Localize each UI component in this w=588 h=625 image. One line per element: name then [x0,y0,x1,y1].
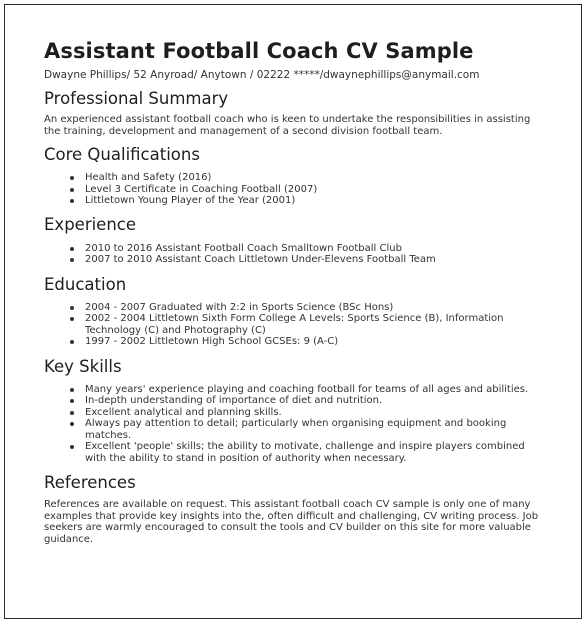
list-item [85,254,549,266]
list-item-text: 2004 - 2007 Graduated with 2:2 in Sports Science (BSc Hons) [85,301,394,313]
bullet-icon [70,188,74,192]
list-item [85,395,549,407]
core-qualifications-section [44,145,549,207]
bullet-icon [70,411,74,415]
list-item-text: In-depth understanding of importance of diet and nutrition. [85,395,383,406]
list-item-text: Health and Safety (2016) [85,172,212,183]
bullet-icon [70,306,74,310]
list-item [85,384,549,396]
section-heading-professional-summary: Professional Summary [44,89,229,108]
list-item [85,441,549,464]
list-item [85,172,549,184]
bullet-icon [70,445,74,449]
list-item-text: 2007 to 2010 Assistant Coach Littletown Under-Elevens Football Team [85,254,436,265]
list-item [85,313,549,336]
section-heading-key-skills: Key Skills [44,356,122,376]
references-text: References are available on request. This assistant football coach CV sample is only one of many examples that provide key insights into the, often difficult and challenging, CV writing process. Job seekers are warmly encouraged to consult the tools and CV builder on this site for more valuable guidance. [44,499,539,545]
section-heading-references: References [44,473,136,492]
list-item-text: Level 3 Certificate in Coaching Football (2007) [85,183,318,195]
qualifications-list [44,172,549,207]
list-item [85,243,549,255]
list-item-text: 2002 - 2004 Littletown Sixth Form College A Levels: Sports Science (B), Information Technology (C) and Photography (C) [85,313,504,336]
key-skills-section [44,357,549,465]
list-item-text: Excellent analytical and planning skills. [85,406,282,418]
bullet-icon [70,422,74,426]
section-heading-education: Education [44,274,127,294]
bullet-icon [70,247,74,251]
references-section [44,473,549,545]
bullet-icon [70,399,74,403]
contact-details: Dwayne Phillips/ 52 Anyroad/ Anytown / 02222 *****/dwaynephillips@anymail.com [44,69,480,81]
bullet-icon [70,340,74,344]
education-list [44,302,549,348]
list-item-text: 1997 - 2002 Littletown High School GCSEs: 9 (A-C) [85,336,339,347]
list-item-text: Many years' experience playing and coaching football for teams of all ages and abilities. [85,383,529,395]
list-item-text: Littletown Young Player of the Year (2001) [85,195,296,206]
experience-list [44,243,549,266]
list-item [85,418,549,441]
cv-document [44,38,549,545]
list-item-text: Always pay attention to detail; particularly when organising equipment and booking matches. [85,418,507,441]
bullet-icon [70,176,74,180]
list-item-text: Excellent 'people' skills; the ability to motivate, challenge and inspire players combined with the ability to stand in position of authority when necessary. [85,441,525,464]
cv-title: Assistant Football Coach CV Sample [44,39,474,63]
section-heading-core-qualifications: Core Qualifications [44,145,200,164]
list-item [85,195,549,207]
list-item-text: 2010 to 2016 Assistant Football Coach Smalltown Football Club [85,242,402,254]
education-section [44,275,549,348]
bullet-icon [70,388,74,392]
skills-list [44,384,549,465]
list-item [85,336,549,348]
section-heading-experience: Experience [44,214,137,234]
experience-section [44,215,549,266]
bullet-icon [70,317,74,321]
bullet-icon [70,199,74,203]
list-item [85,302,549,314]
professional-summary-section [44,89,549,137]
list-item [85,184,549,196]
list-item [85,407,549,419]
summary-text: An experienced assistant football coach who is keen to undertake the responsibilities in assisting the training, development and management of a second division football team. [44,114,531,137]
bullet-icon [70,258,74,262]
